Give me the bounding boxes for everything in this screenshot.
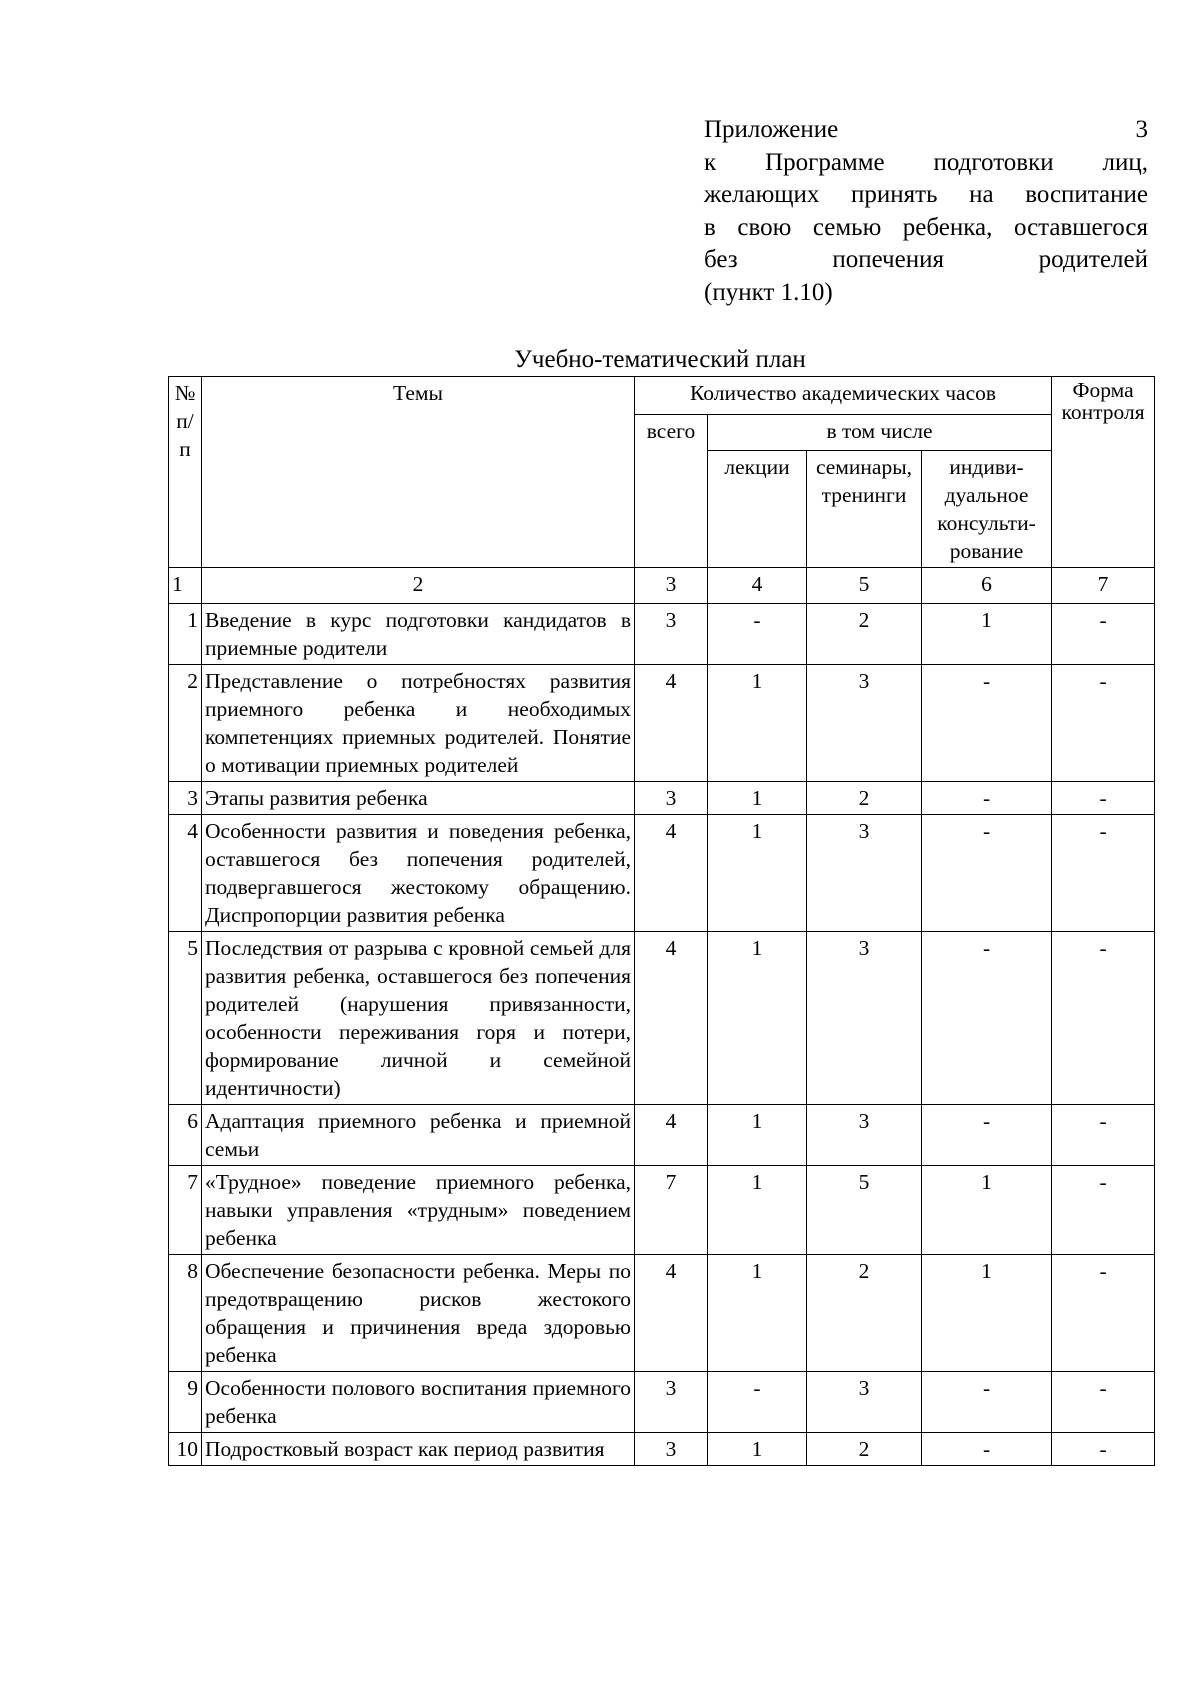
row-individual: 1 xyxy=(922,604,1052,665)
header-number: № п/ п xyxy=(169,377,202,568)
row-seminars: 3 xyxy=(807,815,922,932)
col-number: 3 xyxy=(635,568,708,604)
row-lectures: 1 xyxy=(708,1433,807,1466)
row-individual: - xyxy=(922,932,1052,1105)
col-number: 5 xyxy=(807,568,922,604)
row-total: 4 xyxy=(635,815,708,932)
curriculum-table xyxy=(168,376,1155,1466)
row-topic: Подростковый возраст как период развития xyxy=(202,1433,635,1466)
row-total: 4 xyxy=(635,665,708,782)
header-individual: индиви- дуальное консульти- рование xyxy=(922,451,1052,568)
row-topic: Адаптация приемного ребенка и приемной семьи xyxy=(202,1105,635,1166)
col-number: 2 xyxy=(202,568,635,604)
row-seminars: 3 xyxy=(807,1372,922,1433)
header-lectures: лекции xyxy=(708,451,807,568)
row-seminars: 3 xyxy=(807,665,922,782)
row-number: 2 xyxy=(169,665,202,782)
row-form: - xyxy=(1052,932,1155,1105)
header-hours: Количество академических часов xyxy=(635,377,1052,415)
annex-line-3: желающих принять на воспитание xyxy=(704,181,1148,208)
row-individual: 1 xyxy=(922,1255,1052,1372)
row-topic: Особенности полового воспитания приемного ребенка xyxy=(202,1372,635,1433)
row-lectures: 1 xyxy=(708,1166,807,1255)
row-topic: Представление о потребностях развития приемного ребенка и необходимых компетенциях приемных родителей. Понятие о мотивации приемных родителей xyxy=(202,665,635,782)
row-seminars: 2 xyxy=(807,1255,922,1372)
row-seminars: 2 xyxy=(807,604,922,665)
row-total: 4 xyxy=(635,1105,708,1166)
header-including: в том числе xyxy=(708,415,1052,451)
table-row xyxy=(169,604,1155,665)
row-form: - xyxy=(1052,665,1155,782)
row-lectures: - xyxy=(708,604,807,665)
row-topic: Особенности развития и поведения ребенка, оставшегося без попечения родителей, подвергавшегося жестокому обращению. Диспропорции развития ребенка xyxy=(202,815,635,932)
row-lectures: 1 xyxy=(708,1105,807,1166)
col-number: 4 xyxy=(708,568,807,604)
row-total: 3 xyxy=(635,782,708,815)
row-individual: - xyxy=(922,815,1052,932)
header-control-form: Форма контроля xyxy=(1052,377,1155,568)
row-seminars: 2 xyxy=(807,782,922,815)
table-row xyxy=(169,1255,1155,1372)
row-number: 10 xyxy=(169,1433,202,1466)
row-total: 4 xyxy=(635,1255,708,1372)
row-topic: Последствия от разрыва с кровной семьей для развития ребенка, оставшегося без попечения родителей (нарушения привязанности, особенности переживания горя и потери, формирование личной и семейной идентичности) xyxy=(202,932,635,1105)
table-row xyxy=(169,665,1155,782)
table-row xyxy=(169,1433,1155,1466)
row-lectures: 1 xyxy=(708,815,807,932)
table-row xyxy=(169,1166,1155,1255)
row-individual: - xyxy=(922,1105,1052,1166)
row-lectures: - xyxy=(708,1372,807,1433)
table-row xyxy=(169,932,1155,1105)
row-individual: - xyxy=(922,665,1052,782)
row-form: - xyxy=(1052,782,1155,815)
row-lectures: 1 xyxy=(708,1255,807,1372)
row-individual: 1 xyxy=(922,1166,1052,1255)
row-number: 6 xyxy=(169,1105,202,1166)
row-form: - xyxy=(1052,1105,1155,1166)
col-number: 6 xyxy=(922,568,1052,604)
table-body xyxy=(169,604,1155,1466)
row-form: - xyxy=(1052,1433,1155,1466)
row-total: 3 xyxy=(635,1372,708,1433)
row-topic: Обеспечение безопасности ребенка. Меры по предотвращению рисков жестокого обращения и причинения вреда здоровью ребенка xyxy=(202,1255,635,1372)
row-form: - xyxy=(1052,1166,1155,1255)
row-form: - xyxy=(1052,1255,1155,1372)
row-form: - xyxy=(1052,815,1155,932)
column-number-row xyxy=(169,568,1155,604)
table-row xyxy=(169,1372,1155,1433)
row-total: 3 xyxy=(635,1433,708,1466)
row-form: - xyxy=(1052,604,1155,665)
row-total: 7 xyxy=(635,1166,708,1255)
table-row xyxy=(169,1105,1155,1166)
col-number: 7 xyxy=(1052,568,1155,604)
annex-line-1: Приложение 3 xyxy=(704,116,1148,143)
row-topic: «Трудное» поведение приемного ребенка, навыки управления «трудным» поведением ребенка xyxy=(202,1166,635,1255)
row-topic: Этапы развития ребенка xyxy=(202,782,635,815)
table-row xyxy=(169,782,1155,815)
annex-block xyxy=(704,114,1148,309)
row-number: 1 xyxy=(169,604,202,665)
header-seminars: семинары, тренинги xyxy=(807,451,922,568)
row-lectures: 1 xyxy=(708,665,807,782)
row-lectures: 1 xyxy=(708,782,807,815)
row-total: 3 xyxy=(635,604,708,665)
row-seminars: 5 xyxy=(807,1166,922,1255)
row-total: 4 xyxy=(635,932,708,1105)
annex-line-2: к Программе подготовки лиц, xyxy=(704,148,1148,176)
col-number: 1 xyxy=(169,568,202,604)
row-individual: - xyxy=(922,1372,1052,1433)
header-total: всего xyxy=(635,415,708,568)
row-number: 7 xyxy=(169,1166,202,1255)
header-topics: Темы xyxy=(202,377,635,568)
row-form: - xyxy=(1052,1372,1155,1433)
row-seminars: 2 xyxy=(807,1433,922,1466)
row-number: 9 xyxy=(169,1372,202,1433)
row-number: 8 xyxy=(169,1255,202,1372)
document-title: Учебно-тематический план xyxy=(514,346,806,373)
row-seminars: 3 xyxy=(807,932,922,1105)
row-number: 3 xyxy=(169,782,202,815)
row-number: 5 xyxy=(169,932,202,1105)
row-topic: Введение в курс подготовки кандидатов в приемные родители xyxy=(202,604,635,665)
row-seminars: 3 xyxy=(807,1105,922,1166)
annex-line-4: в свою семью ребенка, оставшегося xyxy=(704,213,1148,241)
annex-line-5: без попечения родителей xyxy=(704,246,1148,273)
table-row xyxy=(169,815,1155,932)
row-lectures: 1 xyxy=(708,932,807,1105)
row-number: 4 xyxy=(169,815,202,932)
row-individual: - xyxy=(922,782,1052,815)
annex-line-6: (пункт 1.10) xyxy=(704,278,833,306)
row-individual: - xyxy=(922,1433,1052,1466)
